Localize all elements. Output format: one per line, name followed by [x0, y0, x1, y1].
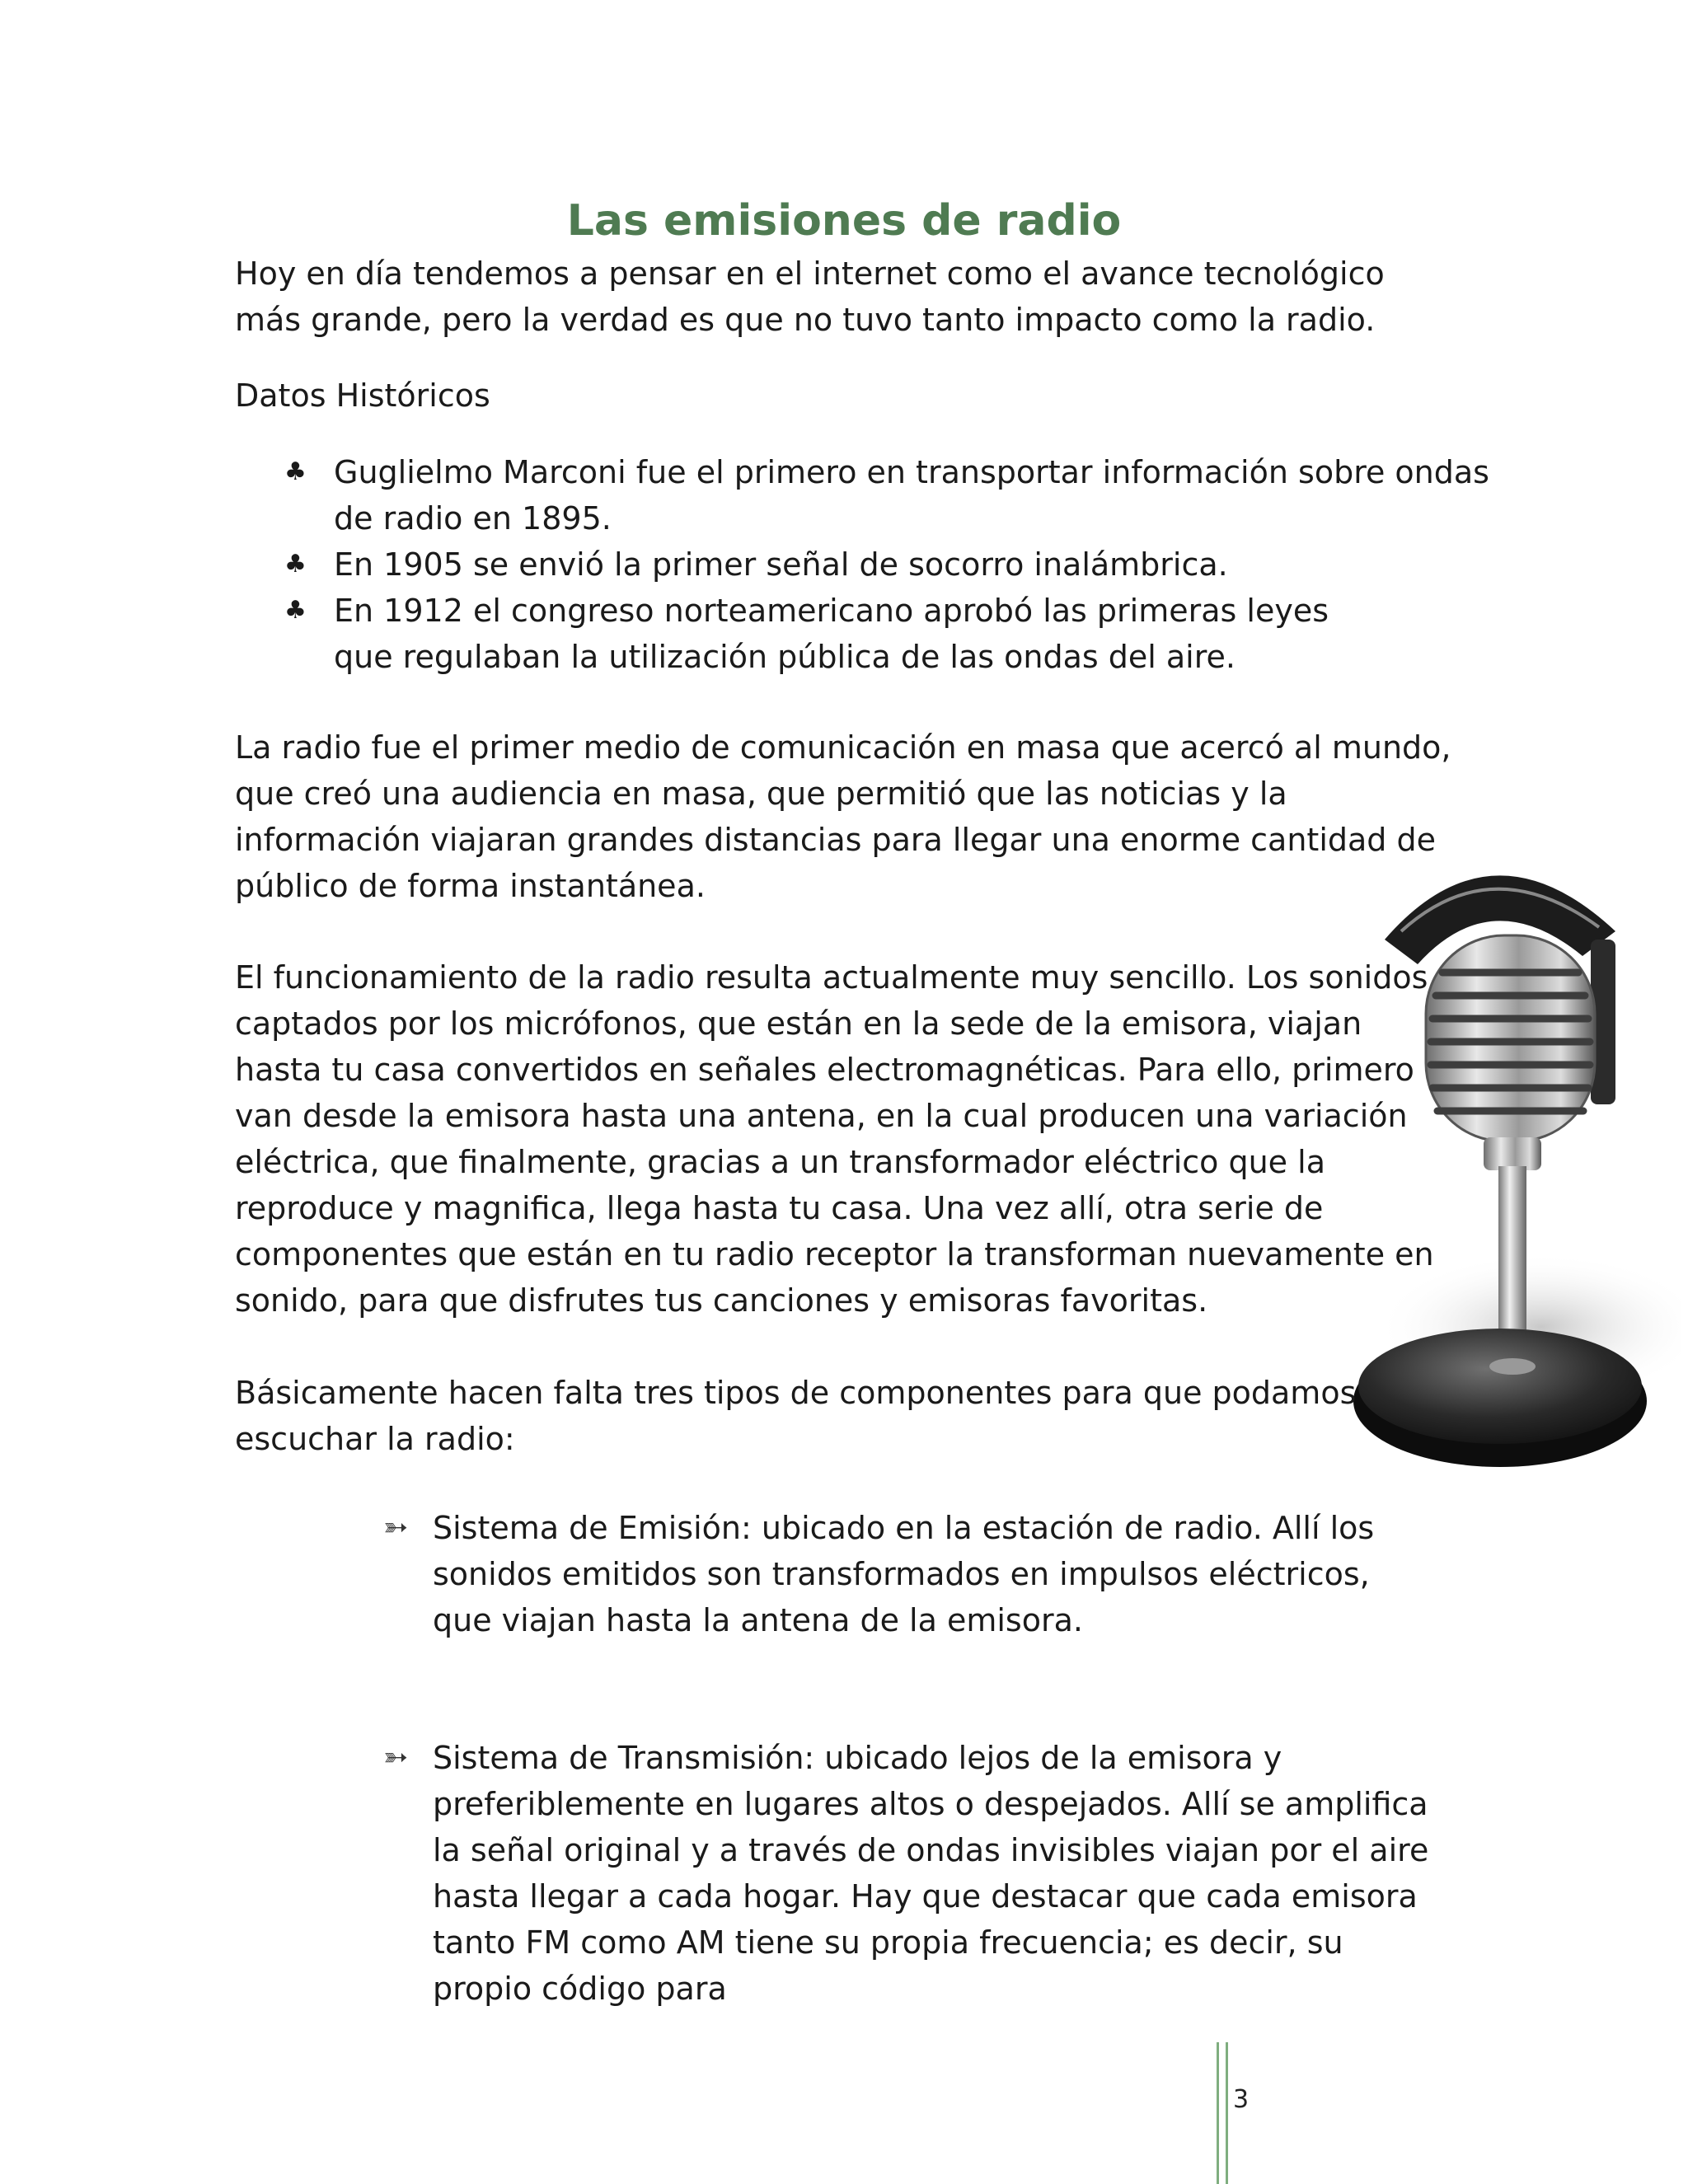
historic-heading: Datos Históricos: [235, 377, 490, 414]
page-number: 3: [1233, 2085, 1250, 2114]
list-item: [284, 449, 1489, 541]
list-item: [284, 588, 1471, 680]
club-suit-icon: ♣: [284, 596, 307, 625]
list-item-text: Sistema de Emisión: ubicado en la estación de radio. Allí los sonidos emitidos son transformados en impulsos eléctricos, que viajan hasta la antena de la emisora.: [433, 1510, 1375, 1638]
list-item-text: En 1912 el congreso norteamericano aprobó las primeras leyes que regulaban la utilización pública de las ondas del aire.: [334, 593, 1329, 675]
components-paragraph: Básicamente hacen falta tres tipos de componentes para que podamos escuchar la radio:: [235, 1375, 1357, 1457]
page-title: Las emisiones de radio: [566, 196, 1122, 246]
list-item-text: Guglielmo Marconi fue el primero en transportar información sobre ondas de radio en 1895.: [334, 454, 1489, 537]
list-item-text: Sistema de Transmisión: ubicado lejos de la emisora y preferiblemente en lugares altos o despejados. Allí se amplifica la señal original y a través de ondas invisibles viajan por el aire hasta llegar a cada hogar. Hay que destacar que cada emisora tanto FM como AM tiene su propia frecuencia; es decir, su propio código para: [433, 1740, 1429, 2007]
loop-arrow-icon: ➳: [383, 1511, 409, 1544]
function-paragraph: El funcionamiento de la radio resulta actualmente muy sencillo. Los sonidos captados por los micrófonos, que están en la sede de la emisora, viajan hasta tu casa convertidos en señales electromagnéticas. Para ello, primero van desde la emisora hasta una antena, en la cual producen una variación eléctrica, que finalmente, gracias a un transformador eléctrico que la reproduce y magnifica, llega hasta tu casa. Una vez allí, otra serie de componentes que están en tu radio receptor la transforman nuevamente en sonido, para que disfrutes tus canciones y emisoras favoritas.: [235, 959, 1434, 1319]
mass-media-paragraph: La radio fue el primer medio de comunicación en masa que acercó al mundo, que creó una audiencia en masa, que permitió que las noticias y la información viajaran grandes distancias para llegar una enorme cantidad de público de forma instantánea.: [235, 729, 1451, 904]
list-item: [383, 1505, 1455, 1643]
club-suit-icon: ♣: [284, 457, 307, 486]
loop-arrow-icon: ➳: [383, 1741, 409, 1774]
list-item: [284, 541, 1471, 588]
club-suit-icon: ♣: [284, 550, 307, 579]
footer-rule: [1217, 2042, 1228, 2184]
intro-paragraph: Hoy en día tendemos a pensar en el internet como el avance tecnológico más grande, pero la verdad es que no tuvo tanto impacto como la radio.: [235, 255, 1385, 338]
list-item: [383, 1735, 1455, 2007]
list-item-text: En 1905 se envió la primer señal de socorro inalámbrica.: [334, 546, 1228, 583]
